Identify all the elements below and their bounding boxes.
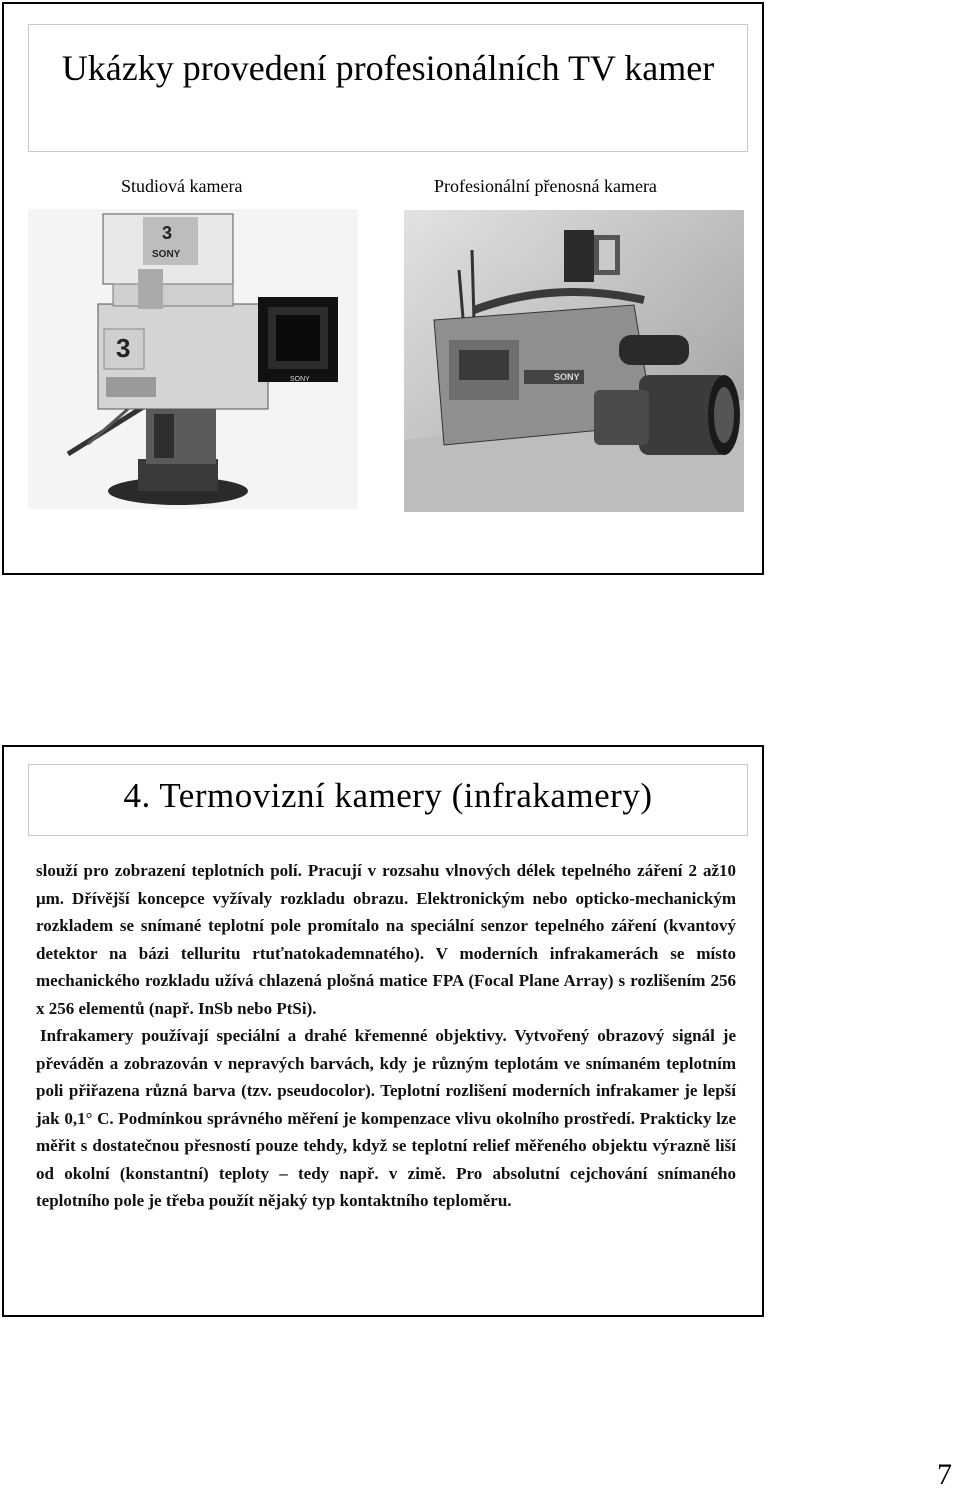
page-number: 7 <box>937 1458 952 1491</box>
slide-title: 4. Termovizní kamery (infrakamery) <box>28 764 748 836</box>
portable-camera-photo <box>404 210 744 512</box>
sony-logo-lens: SONY <box>290 376 310 383</box>
paragraph-infracameras: Infrakamery používají speciální a drahé křemenné objektivy. Vytvořený obrazový signál je převáděn a zobrazován v nepravých barvách, kdy je různým teplotám ve snímaném teplotním poli přiřazena různá barva (tzv. pseudocolor). Teplotní rozlišení moderních infrakamer je lepší jak 0,1° C. Podmínkou správného měření je kompenzace vlivu okolního prostředí. Prakticky lze měřit s dostatečnou přesností pouze tehdy, když se teplotní relief měřeného objektu výrazně liší od okolní (konstantní) teploty – tedy např. v zimě. Pro absolutní cejchování snímaného teplotního pole je třeba použít nějaký typ kontaktního teploměru. <box>36 1026 736 1210</box>
sony-logo-right: SONY <box>554 372 580 382</box>
svg-text:3: 3 <box>116 333 131 363</box>
caption-studio-camera: Studiová kamera <box>121 176 243 196</box>
sony-logo-top: SONY <box>152 249 181 260</box>
slide-thermal-cameras <box>2 745 764 1317</box>
paragraph-intro: slouží pro zobrazení teplotních polí. Pracují v rozsahu vlnových délek tepelného záření 2 až10 μm. Dřívější koncepce vyžívaly rozkladu obrazu. Elektronickým nebo opticko-mechanickým rozkladem se snímané teplotní pole promítalo na speciální senzor tepelného záření (kvantový detektor na bázi telluritu rtuťnatokademnatého). V moderních infrakamerách se místo mechanického rozkladu užívá chlazená plošná matice FPA (Focal Plane Array) s rozlišením 256 x 256 elementů (např. InSb nebo PtSi). <box>36 861 736 1018</box>
slide-title: Ukázky provedení profesionálních TV kamer <box>28 24 748 152</box>
slide-tv-cameras <box>2 2 764 575</box>
caption-portable-camera: Profesionální přenosná kamera <box>434 176 657 196</box>
slide-body-text <box>36 857 736 1215</box>
studio-camera-photo <box>28 209 358 509</box>
svg-text:3: 3 <box>162 223 173 243</box>
